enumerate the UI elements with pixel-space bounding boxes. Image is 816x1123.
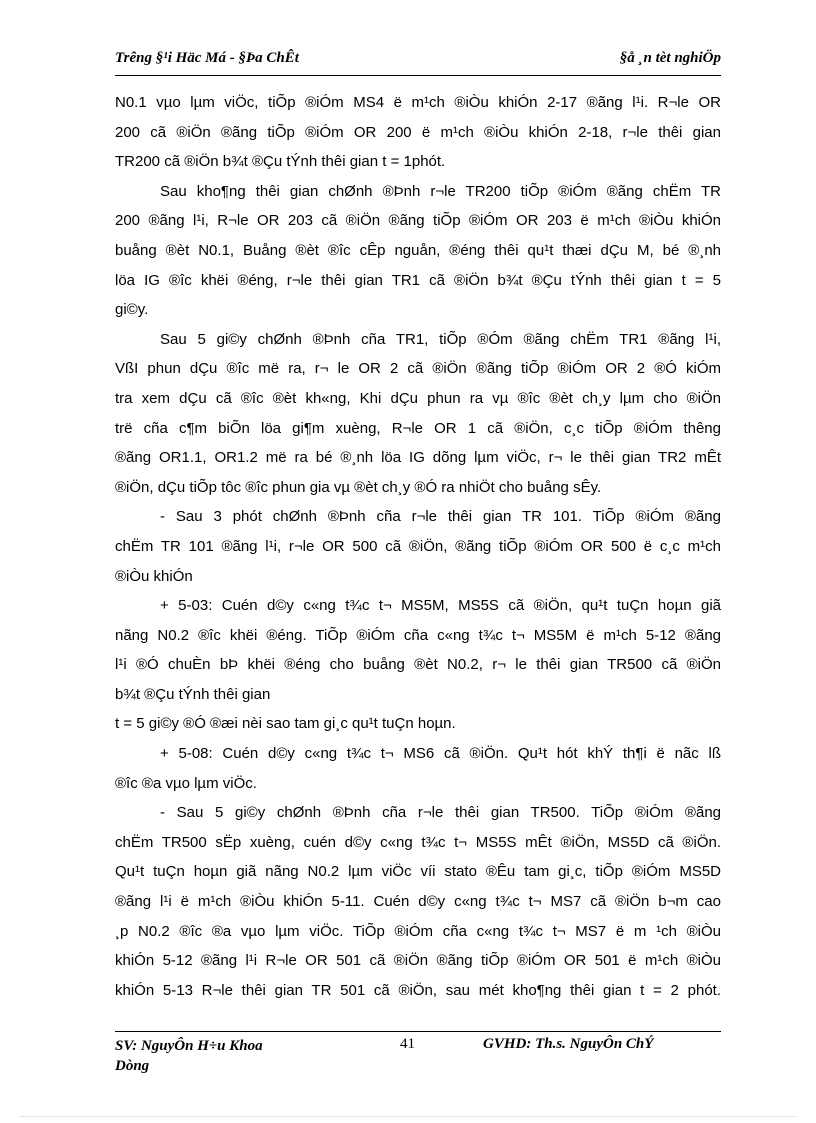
text-line: Sau 5 gi©y chØnh ®Þnh cña TR1, tiÕp ®Óm ®ãng chËm TR1 ®ãng l¹i, xyxy=(160,330,721,348)
text-line: Sau kho¶ng thêi gian chØnh ®Þnh r¬le TR200 tiÕp ®iÓm ®ãng chËm TR xyxy=(160,182,721,200)
text-line: l¹i ®Ó chuÈn bÞ khëi ®éng cho buång ®èt N0.2, r¬ le thêi gian TR500 cã ®iÖn xyxy=(115,656,721,674)
text-line: buång ®èt N0.1, Buång ®èt ®îc cÊp nguån, ®éng thêi qu¹t thæi dÇu M, bé ®¸nh xyxy=(115,241,721,259)
advisor-name: GVHD: Th.s. NguyÔn ChÝ xyxy=(483,1036,654,1052)
text-line: ¸p N0.2 ®îc ®a vµo lµm viÖc. TiÕp ®iÓm cña c«ng t¾c t¬ MS7 ë m ¹ch ®iÒu xyxy=(115,922,721,940)
text-line: chËm TR 101 ®ãng l¹i, r¬le OR 500 cã ®iÖn, ®ãng tiÕp ®iÓm OR 500 ë c¸c m¹ch xyxy=(115,537,721,555)
text-line: N0.1 vµo lµm viÖc, tiÕp ®iÓm MS4 ë m¹ch ®iÒu khiÓn 2-17 ®ãng l¹i. R¬le OR xyxy=(115,94,721,111)
text-line: ®iÒu khiÓn xyxy=(115,567,193,585)
text-line: löa IG ®îc khëi ®éng, r¬le thêi gian TR1 cã ®iÖn b¾t ®Çu tÝnh thêi gian t = 5 xyxy=(115,271,721,289)
text-line: - Sau 3 phót chØnh ®Þnh cña r¬le thêi gian TR 101. TiÕp ®iÓm ®ãng xyxy=(160,508,721,526)
page-number: 41 xyxy=(400,1036,415,1052)
page-header xyxy=(115,50,721,74)
text-line: - Sau 5 gi©y chØnh ®Þnh cña r¬le thêi gian TR500. TiÕp ®iÓm ®ãng xyxy=(160,804,721,822)
text-line: gi©y. xyxy=(115,301,149,319)
header-school: Trêng §¹i Häc Má - §Þa ChÊt xyxy=(115,50,299,66)
text-line: ®iÖn, dÇu tiÕp tôc ®îc phun gia vµ ®èt ch¸y ®Ó ra nhiÖt cho buång sÊy. xyxy=(115,478,602,496)
text-line: Qu¹t tuÇn hoµn giã nãng N0.2 lµm viÖc víi stato ®Êu tam gi¸c, tiÕp ®iÓm MS5D xyxy=(115,863,721,881)
text-line: nãng N0.2 ®îc khëi ®éng. TiÕp ®iÓm cña c«ng t¾c t¬ MS5M ë m¹ch 5-12 ®ãng xyxy=(115,626,721,644)
text-line: 200 cã ®iÖn ®ãng tiÕp ®iÓm OR 200 ë m¹ch ®iÒu khiÓn 2-18, r¬le thêi gian xyxy=(115,123,721,141)
student-name-line2: Dòng xyxy=(115,1058,150,1074)
page-bottom-border xyxy=(20,1116,796,1117)
text-line: t = 5 gi©y ®Ó ®æi nèi sao tam gi¸c qu¹t tuÇn hoµn. xyxy=(115,715,456,733)
text-line: tra xem dÇu cã ®îc ®èt kh«ng, Khi dÇu phun ra vµ ®îc ®èt ch¸y lµm cho ®iÖn xyxy=(115,389,721,407)
header-rule xyxy=(115,75,721,76)
text-line: b¾t ®Çu tÝnh thêi gian xyxy=(115,685,271,703)
body-text xyxy=(115,88,721,1005)
footer-rule xyxy=(115,1031,721,1032)
text-line: + 5-03: Cuén d©y c«ng t¾c t¬ MS5M, MS5S cã ®iÖn, qu¹t tuÇn hoµn giã xyxy=(160,597,721,615)
text-line: ®îc ®a vµo lµm viÖc. xyxy=(115,774,257,792)
text-line: trë cña c¶m biÕn löa gi¶m xuèng, R¬le OR 1 cã ®iÖn, c¸c tiÕp ®iÓm thêng xyxy=(115,419,721,437)
text-line: ®ãng l¹i ë m¹ch ®iÒu khiÓn 5-11. Cuén d©y c«ng t¾c t¬ MS7 cã ®iÖn b¬m cao xyxy=(115,893,721,911)
student-name xyxy=(115,1036,315,1076)
text-line: khiÓn 5-13 R¬le thêi gian TR 501 cã ®iÖn, sau mét kho¶ng thêi gian t = 2 phót. xyxy=(115,981,721,999)
text-line: 200 ®ãng l¹i, R¬le OR 203 cã ®iÖn ®ãng tiÕp ®iÓm OR 203 ë m¹ch ®iÒu khiÓn xyxy=(115,212,721,230)
text-line: ®ãng OR1.1, OR1.2 më ra bé ®¸nh löa IG dõng lµm viÖc, r¬ le thêi gian TR2 mÊt xyxy=(115,449,721,467)
text-line: + 5-08: Cuén d©y c«ng t¾c t¬ MS6 cã ®iÖn. Qu¹t hót khÝ th¶i ë nãc lß xyxy=(160,745,721,763)
student-name-line1: SV: NguyÔn H÷u Khoa xyxy=(115,1038,263,1054)
text-line: khiÓn 5-12 ®ãng l¹i R¬le OR 501 cã ®iÖn ®ãng tiÕp ®iÓm OR 501 ë m¹ch ®iÒu xyxy=(115,952,721,970)
page-footer xyxy=(115,1036,721,1080)
header-doc-type: §å ¸n tèt nghiÖp xyxy=(619,50,721,66)
text-line: VßI phun dÇu ®îc më ra, r¬ le OR 2 cã ®iÖn ®ãng tiÕp ®iÓm OR 2 ®Ó kiÓm xyxy=(115,360,721,378)
text-line: TR200 cã ®iÖn b¾t ®Çu tÝnh thêi gian t = 1phót. xyxy=(115,153,446,171)
text-line: chËm TR500 sËp xuèng, cuén d©y c«ng t¾c t¬ MS5S mÊt ®iÖn, MS5D cã ®iÖn. xyxy=(115,833,721,851)
